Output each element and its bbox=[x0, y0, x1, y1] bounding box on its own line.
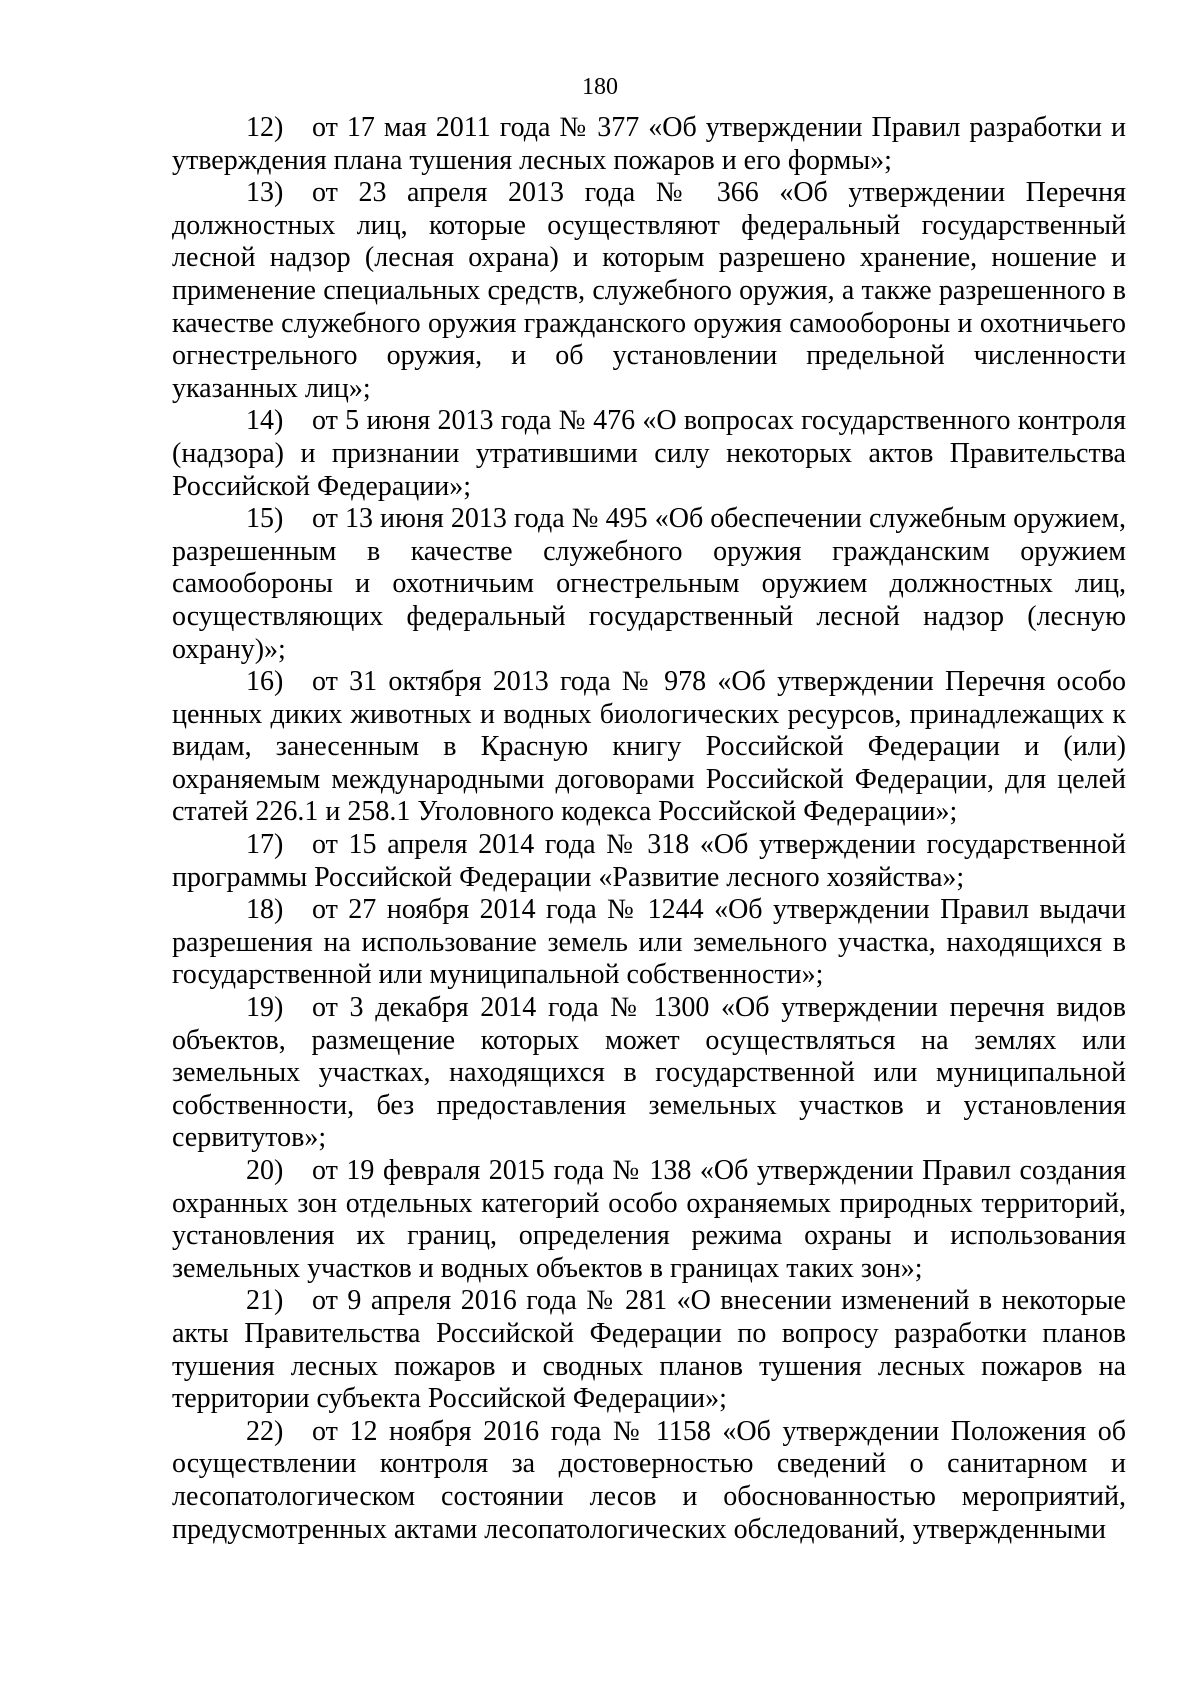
list-item-number: 15) bbox=[246, 503, 284, 535]
list-item bbox=[172, 1416, 1126, 1546]
list-item bbox=[172, 112, 1126, 177]
list-item-number: 17) bbox=[246, 829, 284, 861]
list-item-number: 20) bbox=[246, 1155, 284, 1186]
list-item-number: 13) bbox=[246, 177, 284, 209]
list-item-text: от 23 апреля 2013 года № 366 «Об утверждении Перечня должностных лиц, которые осуществляют федеральный государственный лесной надзор (лесная охрана) и которым разрешено хранение, ношение и применение специальных средств, служебного оружия, а также разрешенного в качестве служебного оружия гражданского оружия самообороны и охотничьего огнестрельного оружия, и об установлении предельной численности указанных лиц»; bbox=[172, 177, 1126, 404]
list-item-number: 18) bbox=[246, 894, 284, 926]
list-item bbox=[172, 177, 1126, 405]
list-item bbox=[172, 829, 1126, 894]
list-item bbox=[172, 1285, 1126, 1415]
list-item-number: 12) bbox=[246, 112, 284, 143]
list-item-text: от 17 мая 2011 года № 377 «Об утверждении Правил разработки и утверждения плана тушения лесных пожаров и его формы»; bbox=[172, 112, 1126, 176]
list-item-text: от 19 февраля 2015 года № 138 «Об утверждении Правил создания охранных зон отдельных категорий особо охраняемых природных территорий, установления их границ, определения режима охраны и использования земельных участков и водных объектов в границах таких зон»; bbox=[172, 1155, 1126, 1284]
list-item-number: 22) bbox=[246, 1415, 284, 1447]
list-item bbox=[172, 666, 1126, 829]
list-item-text: от 13 июня 2013 года № 495 «Об обеспечении служебным оружием, разрешенным в качестве служебного оружия гражданским оружием самообороны и охотничьим огнестрельным оружием должностных лиц, осуществляющих федеральный государственный лесной надзор (лесную охрану)»; bbox=[172, 503, 1126, 665]
page-number: 180 bbox=[582, 74, 618, 100]
list-item-text: от 31 октября 2013 года № 978 «Об утверждении Перечня особо ценных диких животных и водных биологических ресурсов, принадлежащих к видам, занесенным в Красную книгу Российской Федерации и (или) охраняемым международными договорами Российской Федерации, для целей статей 226.1 и 258.1 Уголовного кодекса Российской Федерации»; bbox=[172, 666, 1126, 828]
list-item-number: 19) bbox=[246, 992, 284, 1024]
list-item bbox=[172, 992, 1126, 1155]
list-item bbox=[172, 503, 1126, 666]
list-item-text: от 15 апреля 2014 года № 318 «Об утверждении государственной программы Российской Федерации «Развитие лесного хозяйства»; bbox=[172, 829, 1126, 893]
list-item-number: 21) bbox=[246, 1285, 284, 1317]
list-item-text: от 5 июня 2013 года № 476 «О вопросах государственного контроля (надзора) и признании утратившими силу некоторых актов Правительства Российской Федерации»; bbox=[172, 405, 1126, 502]
list-item-text: от 3 декабря 2014 года № 1300 «Об утверждении перечня видов объектов, размещение которых может осуществляться на землях или земельных участках, находящихся в государственной или муниципальной собственности, без предоставления земельных участков и установления сервитутов»; bbox=[172, 992, 1126, 1154]
list-item-number: 14) bbox=[246, 405, 284, 437]
list-item-number: 16) bbox=[246, 666, 284, 698]
list-item bbox=[172, 1155, 1126, 1285]
list-item-text: от 27 ноября 2014 года № 1244 «Об утверждении Правил выдачи разрешения на использование земель или земельного участка, находящихся в государственной или муниципальной собственности»; bbox=[172, 894, 1126, 991]
list-item bbox=[172, 894, 1126, 992]
list-item-text: от 12 ноября 2016 года № 1158 «Об утверждении Положения об осуществлении контроля за достоверностью сведений о санитарном и лесопатологическом состоянии лесов и обоснованностью мероприятий, предусмотренных актами лесопатологических обследований, утвержденными bbox=[172, 1415, 1126, 1545]
document-body bbox=[172, 112, 1126, 1546]
list-item bbox=[172, 405, 1126, 503]
list-item-text: от 9 апреля 2016 года № 281 «О внесении изменений в некоторые акты Правительства Российской Федерации по вопросу разработки планов тушения лесных пожаров и сводных планов тушения лесных пожаров на территории субъекта Российской Федерации»; bbox=[172, 1285, 1126, 1415]
